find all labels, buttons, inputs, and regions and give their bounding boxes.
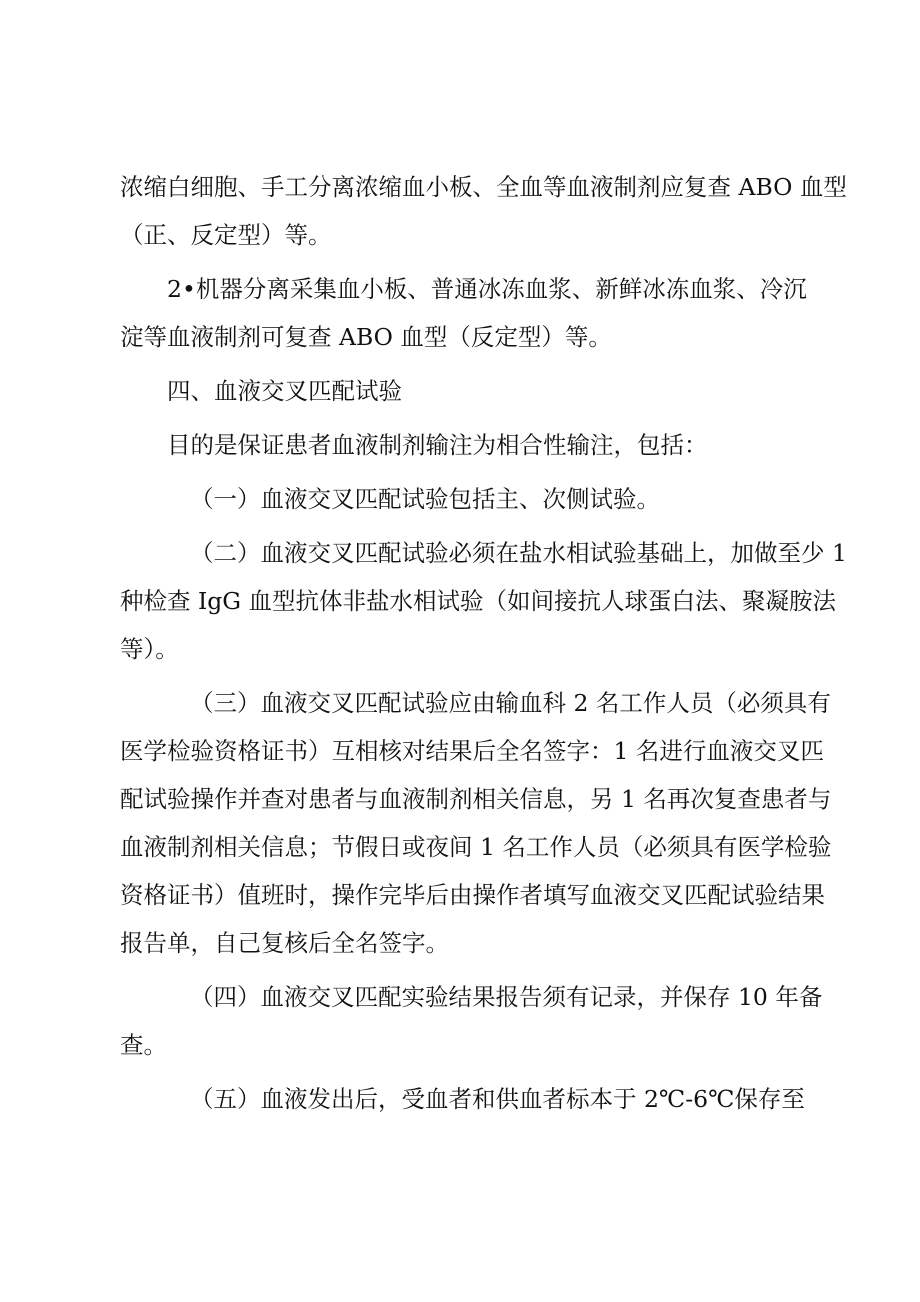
text-line: （三）血液交叉匹配试验应由输血科 2 名工作人员（必须具有 <box>190 689 831 717</box>
paragraph-item-4 <box>120 973 823 1069</box>
text-line: 目的是保证患者血液制剂输注为相合性输注，包括： <box>167 431 708 459</box>
section-heading-crossmatch <box>120 367 810 415</box>
document-body <box>120 163 847 1123</box>
paragraph-purpose <box>120 421 810 469</box>
paragraph-item-3 <box>120 679 832 967</box>
paragraph-item-5 <box>120 1075 810 1123</box>
paragraph-abo-recheck-full <box>120 163 847 259</box>
text-line: （二）血液交叉匹配试验必须在盐水相试验基础上，加做至少 1 <box>190 539 847 567</box>
text-line: （五）血液发出后，受血者和供血者标本于 2℃-6℃保存至 <box>190 1085 805 1113</box>
text-line: 血液制剂相关信息；节假日或夜间 1 名工作人员（必须具有医学检验 <box>120 833 832 861</box>
text-line: （正、反定型）等。 <box>120 221 332 249</box>
text-line: 种检查 IgG 血型抗体非盐水相试验（如间接抗人球蛋白法、聚凝胺法 <box>120 587 837 615</box>
text-line: （一）血液交叉匹配试验包括主、次侧试验。 <box>190 485 660 513</box>
text-line: 配试验操作并查对患者与血液制剂相关信息，另 1 名再次复查患者与 <box>120 785 832 813</box>
paragraph-item-1 <box>120 475 810 523</box>
text-line: 医学检验资格证书）互相核对结果后全名签字：1 名进行血液交叉匹 <box>120 737 824 765</box>
text-line: 2•机器分离采集血小板、普通冰冻血浆、新鲜冰冻血浆、冷沉 <box>167 275 807 303</box>
text-line: 查。 <box>120 1031 167 1059</box>
paragraph-item-2 <box>120 529 847 673</box>
text-line: 资格证书）值班时，操作完毕后由操作者填写血液交叉匹配试验结果 <box>120 881 825 909</box>
text-line: 浓缩白细胞、手工分离浓缩血小板、全血等血液制剂应复查 ABO 血型 <box>120 173 847 201</box>
text-line: 等）。 <box>120 635 179 663</box>
text-line: （四）血液交叉匹配实验结果报告须有记录，并保存 10 年备 <box>190 983 823 1011</box>
paragraph-abo-recheck-reverse <box>120 265 810 361</box>
section-heading: 四、血液交叉匹配试验 <box>167 377 402 405</box>
text-line: 淀等血液制剂可复查 ABO 血型（反定型）等。 <box>120 323 612 351</box>
text-line: 报告单，自己复核后全名签字。 <box>120 929 449 957</box>
